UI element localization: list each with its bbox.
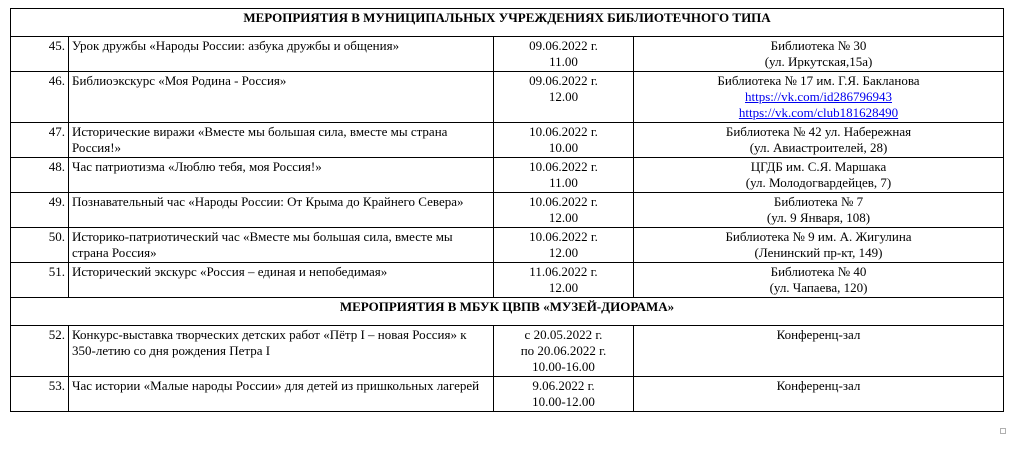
event-name: Исторический экскурс «Россия – единая и непобедимая» — [69, 263, 494, 298]
table-row — [11, 72, 1004, 123]
table-row — [11, 263, 1004, 298]
event-venue-cell — [634, 193, 1004, 228]
venue-name: Конференц-зал — [776, 327, 861, 342]
event-venue-cell — [634, 37, 1004, 72]
event-name: Исторические виражи «Вместе мы большая сила, вместе мы страна Россия!» — [69, 123, 494, 158]
event-date: 9.06.2022 г. — [532, 378, 595, 393]
row-number: 51. — [11, 263, 69, 298]
event-date-cell — [494, 377, 634, 412]
section-title: МЕРОПРИЯТИЯ В МБУК ЦВПВ «МУЗЕЙ-ДИОРАМА» — [11, 298, 1004, 326]
event-venue-cell — [634, 377, 1004, 412]
event-time: 12.00 — [548, 210, 579, 225]
row-number: 47. — [11, 123, 69, 158]
events-table — [10, 8, 1004, 412]
row-number: 45. — [11, 37, 69, 72]
event-time: 11.00 — [549, 175, 578, 190]
event-date: с 20.05.2022 г. — [524, 327, 603, 342]
event-name: Познавательный час «Народы России: От Крыма до Крайнего Севера» — [69, 193, 494, 228]
event-date: 10.06.2022 г. — [529, 229, 598, 244]
event-time: 10.00-12.00 — [532, 394, 595, 409]
event-venue-cell — [634, 158, 1004, 193]
row-number: 46. — [11, 72, 69, 123]
event-name: Час патриотизма «Люблю тебя, моя Россия!» — [69, 158, 494, 193]
event-venue-cell — [634, 72, 1004, 123]
events-table-body — [11, 9, 1004, 412]
section-header-row — [11, 298, 1004, 326]
event-date-cell — [494, 37, 634, 72]
event-name: Конкурс-выставка творческих детских работ «Пётр I – новая Россия» к 350-летию со дня рождения Петра I — [69, 326, 494, 377]
venue-name: Библиотека № 40 — [770, 264, 867, 279]
venue-name: Библиотека № 30 — [770, 38, 867, 53]
table-row — [11, 37, 1004, 72]
event-date: 11.06.2022 г. — [529, 264, 598, 279]
table-row — [11, 326, 1004, 377]
event-date: 10.06.2022 г. — [529, 194, 598, 209]
row-number: 48. — [11, 158, 69, 193]
event-date: по 20.06.2022 г. — [520, 343, 607, 358]
event-date: 09.06.2022 г. — [529, 38, 598, 53]
table-row — [11, 193, 1004, 228]
section-title: МЕРОПРИЯТИЯ В МУНИЦИПАЛЬНЫХ УЧРЕЖДЕНИЯХ БИБЛИОТЕЧНОГО ТИПА — [11, 9, 1004, 37]
event-date: 10.06.2022 г. — [529, 124, 598, 139]
row-number: 50. — [11, 228, 69, 263]
event-time: 12.00 — [548, 245, 579, 260]
table-row — [11, 228, 1004, 263]
table-resize-handle[interactable] — [1000, 428, 1006, 434]
event-name: Час истории «Малые народы России» для детей из пришкольных лагерей — [69, 377, 494, 412]
event-date-cell — [494, 193, 634, 228]
event-time: 12.00 — [548, 89, 579, 104]
event-name: Историко-патриотический час «Вместе мы большая сила, вместе мы страна Россия» — [69, 228, 494, 263]
venue-name: Библиотека № 9 им. А. Жигулина — [725, 229, 912, 244]
event-time: 12.00 — [548, 280, 579, 295]
row-number: 52. — [11, 326, 69, 377]
venue-name: Библиотека № 42 ул. Набережная — [725, 124, 912, 139]
table-row — [11, 123, 1004, 158]
venue-name: Библиотека № 17 им. Г.Я. Бакланова — [717, 73, 920, 88]
event-date-cell — [494, 228, 634, 263]
event-date-cell — [494, 123, 634, 158]
event-time: 10.00 — [548, 140, 579, 155]
venue-address: (ул. Иркутская,15а) — [764, 54, 873, 69]
event-date: 10.06.2022 г. — [529, 159, 598, 174]
event-time: 10.00-16.00 — [532, 359, 595, 374]
event-name: Урок дружбы «Народы России: азбука дружбы и общения» — [69, 37, 494, 72]
event-name: Библиоэкскурс «Моя Родина - Россия» — [69, 72, 494, 123]
venue-address: (ул. Молодогвардейцев, 7) — [745, 175, 892, 190]
venue-address: (ул. 9 Января, 108) — [766, 210, 871, 225]
event-venue-cell — [634, 123, 1004, 158]
event-date: 09.06.2022 г. — [529, 73, 598, 88]
venue-name: ЦГДБ им. С.Я. Маршака — [750, 159, 887, 174]
event-date-cell — [494, 326, 634, 377]
section-header-row — [11, 9, 1004, 37]
venue-name: Конференц-зал — [776, 378, 861, 393]
event-date-cell — [494, 158, 634, 193]
event-venue-cell — [634, 228, 1004, 263]
row-number: 53. — [11, 377, 69, 412]
event-venue-cell — [634, 326, 1004, 377]
row-number: 49. — [11, 193, 69, 228]
venue-address: (ул. Авиастроителей, 28) — [749, 140, 888, 155]
venue-name: Библиотека № 7 — [773, 194, 864, 209]
table-row — [11, 377, 1004, 412]
event-venue-cell — [634, 263, 1004, 298]
vk-link[interactable]: https://vk.com/club181628490 — [738, 105, 899, 120]
table-row — [11, 158, 1004, 193]
venue-address: (ул. Чапаева, 120) — [769, 280, 868, 295]
event-time: 11.00 — [549, 54, 578, 69]
vk-link[interactable]: https://vk.com/id286796943 — [745, 89, 892, 104]
venue-address: (Ленинский пр-кт, 149) — [754, 245, 883, 260]
event-date-cell — [494, 263, 634, 298]
event-date-cell — [494, 72, 634, 123]
